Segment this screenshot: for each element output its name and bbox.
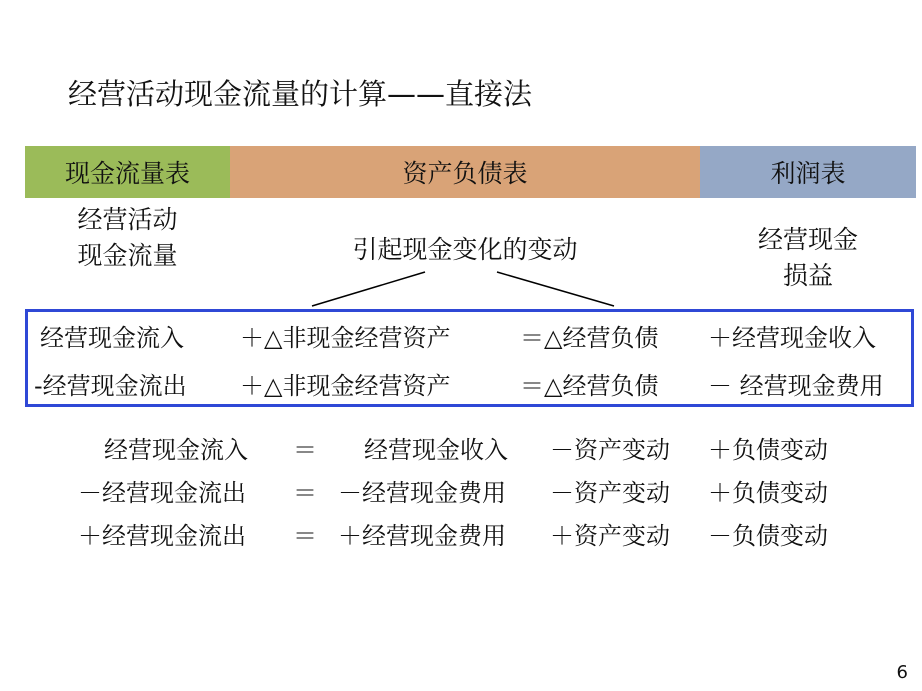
header-balance-sheet: 资产负债表 [230, 146, 700, 198]
formula-cell: ＝ [293, 479, 317, 507]
formula-cell: 经营现金收入 [364, 436, 508, 464]
header-income-statement: 利润表 [700, 146, 916, 198]
subheader-cash-change-items: 引起现金变化的变动 [352, 235, 578, 264]
subheader-operating-cash-flow: 经营活动 现金流量 [77, 205, 178, 270]
formula-cell: －经营现金费用 [338, 479, 506, 507]
box-cell: ＝△经营负债 [520, 372, 659, 400]
subheader-operating-cash-pnl: 经营现金 损益 [757, 225, 858, 290]
formula-cell: －资产变动 [550, 436, 670, 464]
formula-cell: ＋负债变动 [708, 436, 828, 464]
box-cell: -经营现金流出 [34, 372, 187, 400]
formula-cell: －资产变动 [550, 479, 670, 507]
formula-cell: ＋经营现金费用 [338, 522, 506, 550]
page-number: 6 [896, 662, 908, 683]
formula-cell: ＝ [293, 522, 317, 550]
formula-cell: －经营现金流出 [78, 479, 246, 507]
formula-cell: ＋负债变动 [708, 479, 828, 507]
formula-cell: ＋经营现金流出 [78, 522, 246, 550]
box-cell: ＋△非现金经营资产 [240, 324, 451, 352]
equation-box [25, 309, 914, 407]
slide-title: 经营活动现金流量的计算——直接法 [68, 77, 533, 111]
box-cell: ＋经营现金收入 [708, 324, 876, 352]
formula-cell: ＝ [293, 436, 317, 464]
formula-cell: 经营现金流入 [104, 436, 248, 464]
box-cell: － 经营现金费用 [708, 372, 884, 400]
formula-cell: －负债变动 [708, 522, 828, 550]
box-cell: 经营现金流入 [40, 324, 184, 352]
header-cash-flow-statement: 现金流量表 [25, 146, 230, 198]
box-cell: ＝△经营负债 [520, 324, 659, 352]
formula-cell: ＋资产变动 [550, 522, 670, 550]
box-cell: ＋△非现金经营资产 [240, 372, 451, 400]
connector-line-right [497, 272, 614, 306]
connector-line-left [312, 272, 425, 306]
